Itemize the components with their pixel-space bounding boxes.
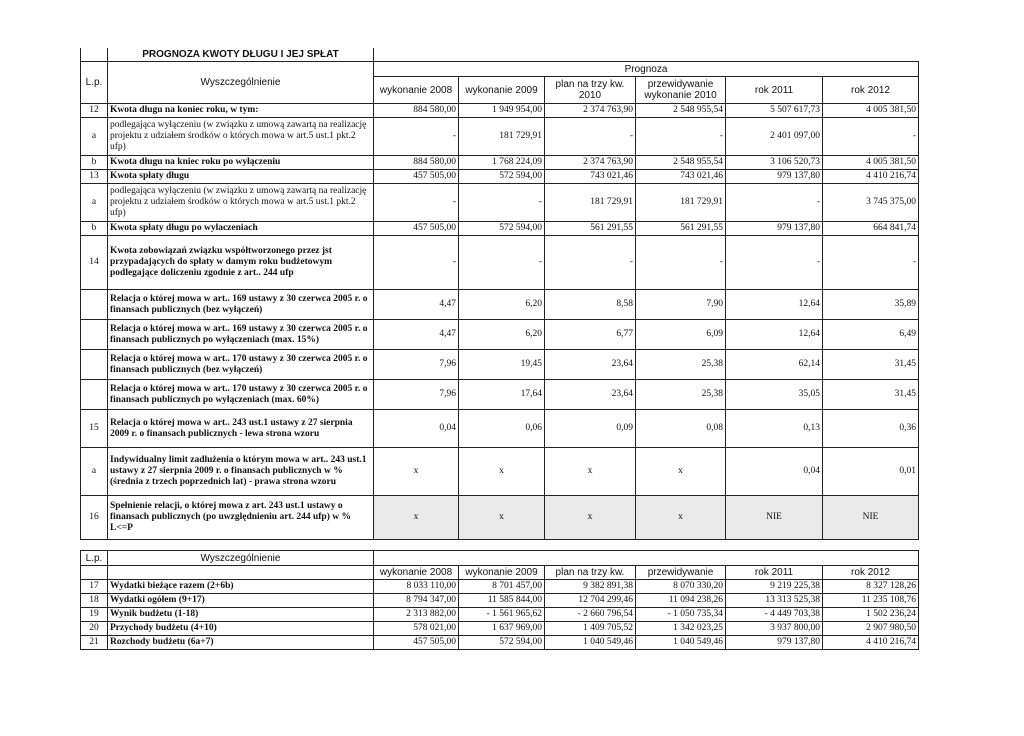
value-cell: 0,36 [823, 410, 919, 448]
value-cell: 31,45 [823, 350, 919, 380]
value-cell: 664 841,74 [823, 222, 919, 236]
row-description: podlegająca wyłączeniu (w związku z umową zawartą na realizację projektu z udziałem środków o których mowa w art.5 ust.1 pkt.2 ufp) [108, 118, 374, 156]
value-cell: 6,77 [545, 320, 636, 350]
budget-table [80, 550, 919, 650]
value-cell: 181 729,91 [459, 118, 545, 156]
row-number: 17 [81, 580, 108, 594]
table-row [81, 380, 919, 410]
column-header: przewidywanie wykonanie 2010 [636, 77, 726, 104]
row-number [81, 350, 108, 380]
value-cell: 7,96 [374, 380, 459, 410]
value-cell: x [374, 448, 459, 496]
row-description: Relacja o której mowa w art.. 169 ustawy z 30 czerwca 2005 r. o finansach publicznych po wyłączeniach (max. 15%) [108, 320, 374, 350]
value-cell: 979 137,80 [726, 636, 823, 650]
column-header: plan na trzy kw. [545, 566, 636, 580]
row-description: Przychody budżetu (4+10) [108, 622, 374, 636]
row-description: podlegająca wyłączeniu (w związku z umową zawartą na realizację projektu z udziałem środków o których mowa w art.5 ust.1 pkt.2 ufp) [108, 184, 374, 222]
value-cell: - [636, 236, 726, 290]
value-cell: 2 548 955,54 [636, 156, 726, 170]
row-description: Kwota długu na koniec roku, w tym: [108, 104, 374, 118]
debt-forecast-table [80, 48, 919, 540]
value-cell: 572 594,00 [459, 170, 545, 184]
value-cell: 572 594,00 [459, 222, 545, 236]
value-cell: 0,04 [374, 410, 459, 448]
value-cell: x [545, 448, 636, 496]
column-header: plan na trzy kw. 2010 [545, 77, 636, 104]
value-cell: - [459, 236, 545, 290]
column-header: rok 2011 [726, 77, 823, 104]
value-cell: - 1 561 965,62 [459, 608, 545, 622]
value-cell: 457 505,00 [374, 222, 459, 236]
value-cell: 884 580,00 [374, 156, 459, 170]
row-number [81, 380, 108, 410]
value-cell: 979 137,80 [726, 170, 823, 184]
description-header: Wyszczególnienie [108, 62, 374, 104]
column-header: wykonanie 2009 [459, 77, 545, 104]
table-row [81, 496, 919, 540]
value-cell: 1 768 224,09 [459, 156, 545, 170]
value-cell: - [374, 236, 459, 290]
value-cell: - [545, 118, 636, 156]
value-cell: 11 585 844,00 [459, 594, 545, 608]
row-number: 14 [81, 236, 108, 290]
row-description: Kwota spłaty długu po wylaczeniach [108, 222, 374, 236]
value-cell: 19,45 [459, 350, 545, 380]
blank-cell [374, 48, 919, 62]
value-cell: 23,64 [545, 380, 636, 410]
column-header: wykonanie 2008 [374, 566, 459, 580]
table-row [81, 156, 919, 170]
table-row [81, 236, 919, 290]
value-cell: 743 021,46 [636, 170, 726, 184]
value-cell: 0,04 [726, 448, 823, 496]
table-row [81, 184, 919, 222]
value-cell: - [823, 118, 919, 156]
value-cell: 3 937 800,00 [726, 622, 823, 636]
column-header: wykonanie 2009 [459, 566, 545, 580]
value-cell: 4 410 216,74 [823, 170, 919, 184]
row-description: Indywidualny limit zadlużenia o którym mowa w art.. 243 ust.1 ustawy z 27 sierpnia 2009 r. o finansach publicznych w % (średnia z trzech poprzednich lat) - prawa strona wzoru [108, 448, 374, 496]
value-cell: 0,13 [726, 410, 823, 448]
value-cell: 6,20 [459, 320, 545, 350]
value-cell: 2 374 763,90 [545, 104, 636, 118]
value-cell: 8 033 110,00 [374, 580, 459, 594]
value-cell: 8 701 457,00 [459, 580, 545, 594]
row-number: b [81, 156, 108, 170]
value-cell: 5 507 617,73 [726, 104, 823, 118]
row-number: a [81, 448, 108, 496]
description-header: Wyszczególnienie [108, 551, 374, 566]
value-cell: 62,14 [726, 350, 823, 380]
row-number: 15 [81, 410, 108, 448]
value-cell: 6,49 [823, 320, 919, 350]
value-cell: 0,09 [545, 410, 636, 448]
value-cell: 1 949 954,00 [459, 104, 545, 118]
value-cell: 457 505,00 [374, 636, 459, 650]
value-cell: 6,20 [459, 290, 545, 320]
value-cell: 181 729,91 [545, 184, 636, 222]
value-cell: - 4 449 703,38 [726, 608, 823, 622]
value-cell: 8 794 347,00 [374, 594, 459, 608]
value-cell: 35,05 [726, 380, 823, 410]
value-cell: 1 502 236,24 [823, 608, 919, 622]
row-number: a [81, 184, 108, 222]
value-cell: NIE [726, 496, 823, 540]
page-title: PROGNOZA KWOTY DŁUGU I JEJ SPŁAT [108, 48, 374, 62]
value-cell: 1 040 549,46 [545, 636, 636, 650]
value-cell: NIE [823, 496, 919, 540]
value-cell: - 2 660 796,54 [545, 608, 636, 622]
table-row [81, 118, 919, 156]
value-cell: 4 005 381,50 [823, 104, 919, 118]
row-number: 18 [81, 594, 108, 608]
value-cell: 572 594,00 [459, 636, 545, 650]
value-cell: 4 410 216,74 [823, 636, 919, 650]
value-cell: 6,09 [636, 320, 726, 350]
table-row [81, 222, 919, 236]
table-row [81, 170, 919, 184]
document-sheet [80, 48, 918, 650]
value-cell: 1 040 549,46 [636, 636, 726, 650]
column-header: rok 2011 [726, 566, 823, 580]
value-cell: 35,89 [823, 290, 919, 320]
table-row [81, 622, 919, 636]
row-number [81, 320, 108, 350]
value-cell: 11 094 238,26 [636, 594, 726, 608]
row-description: Wynik budżetu (1-18) [108, 608, 374, 622]
blank-cell [374, 551, 919, 566]
value-cell: 9 382 891,38 [545, 580, 636, 594]
value-cell: 7,96 [374, 350, 459, 380]
value-cell: - [636, 118, 726, 156]
value-cell: 1 637 969,00 [459, 622, 545, 636]
value-cell: 561 291,55 [636, 222, 726, 236]
value-cell: - [459, 184, 545, 222]
row-number: 16 [81, 496, 108, 540]
column-header: rok 2012 [823, 77, 919, 104]
value-cell: 1 409 705,52 [545, 622, 636, 636]
value-cell: - [823, 236, 919, 290]
table-row [81, 594, 919, 608]
value-cell: 13 313 525,38 [726, 594, 823, 608]
row-number: 13 [81, 170, 108, 184]
value-cell: 2 548 955,54 [636, 104, 726, 118]
value-cell: 25,38 [636, 350, 726, 380]
table-row [81, 608, 919, 622]
value-cell: 9 219 225,38 [726, 580, 823, 594]
value-cell: 743 021,46 [545, 170, 636, 184]
row-number: a [81, 118, 108, 156]
column-header: rok 2012 [823, 566, 919, 580]
table-row [81, 290, 919, 320]
value-cell: 4,47 [374, 290, 459, 320]
value-cell: 8 327 128,26 [823, 580, 919, 594]
lp-header: L.p. [81, 62, 108, 104]
table-row [81, 580, 919, 594]
row-number: b [81, 222, 108, 236]
row-description: Relacja o której mowa w art.. 243 ust.1 ustawy z 27 sierpnia 2009 r. o finansach publicznych - lewa strona wzoru [108, 410, 374, 448]
value-cell: 457 505,00 [374, 170, 459, 184]
table-row [81, 636, 919, 650]
value-cell: 884 580,00 [374, 104, 459, 118]
value-cell: 2 374 763,90 [545, 156, 636, 170]
table-row [81, 350, 919, 380]
value-cell: 25,38 [636, 380, 726, 410]
value-cell: 17,64 [459, 380, 545, 410]
blank-cell [81, 566, 108, 580]
value-cell: 3 106 520,73 [726, 156, 823, 170]
value-cell: - [726, 184, 823, 222]
value-cell: x [459, 496, 545, 540]
row-description: Spełnienie relacji, o której mowa z art. 243 ust.1 ustawy o finansach publicznych (po uwzględnieniu art. 244 ufp) w % L<=P [108, 496, 374, 540]
row-description: Kwota spłaty długu [108, 170, 374, 184]
row-number [81, 290, 108, 320]
value-cell: 8,58 [545, 290, 636, 320]
table-row [81, 448, 919, 496]
row-description: Wydatki ogółem (9+17) [108, 594, 374, 608]
value-cell: 2 313 882,00 [374, 608, 459, 622]
row-number: 20 [81, 622, 108, 636]
value-cell: 12 704 299,46 [545, 594, 636, 608]
row-description: Relacja o której mowa w art.. 170 ustawy z 30 czerwca 2005 r. o finansach publicznych po wyłączeniach (max. 60%) [108, 380, 374, 410]
row-description: Rozchody budżetu (6a+7) [108, 636, 374, 650]
row-number: 12 [81, 104, 108, 118]
value-cell: 7,90 [636, 290, 726, 320]
lp-header: L.p. [81, 551, 108, 566]
value-cell: 578 021,00 [374, 622, 459, 636]
forecast-header: Prognoza [374, 62, 919, 77]
value-cell: 561 291,55 [545, 222, 636, 236]
row-description: Kwota zobowiązań związku współtworzonego przez jst przypadających do spłaty w damym roku budżetowym podlegające doliczeniu zgodnie z art.. 244 ufp [108, 236, 374, 290]
value-cell: x [374, 496, 459, 540]
value-cell: 12,64 [726, 290, 823, 320]
value-cell: x [636, 496, 726, 540]
value-cell: 1 342 023,25 [636, 622, 726, 636]
value-cell: 23,64 [545, 350, 636, 380]
row-description: Relacja o której mowa w art.. 170 ustawy z 30 czerwca 2005 r. o finansach publicznych (bez wyłączeń) [108, 350, 374, 380]
row-number: 19 [81, 608, 108, 622]
value-cell: - [374, 184, 459, 222]
blank-cell [108, 566, 374, 580]
value-cell: x [545, 496, 636, 540]
row-number: 21 [81, 636, 108, 650]
row-description: Kwota długu na kniec roku po wyłączeniu [108, 156, 374, 170]
value-cell: x [459, 448, 545, 496]
value-cell: 4,47 [374, 320, 459, 350]
column-header: przewidywanie [636, 566, 726, 580]
value-cell: - 1 050 735,34 [636, 608, 726, 622]
value-cell: 2 907 980,50 [823, 622, 919, 636]
table-row [81, 320, 919, 350]
value-cell: 3 745 375,00 [823, 184, 919, 222]
row-description: Wydatki bieżące razem (2+6b) [108, 580, 374, 594]
row-description: Relacja o której mowa w art.. 169 ustawy z 30 czerwca 2005 r. o finansach publicznych (bez wyłączeń) [108, 290, 374, 320]
value-cell: - [545, 236, 636, 290]
value-cell: 181 729,91 [636, 184, 726, 222]
value-cell: - [374, 118, 459, 156]
table-row [81, 104, 919, 118]
value-cell: 11 235 108,76 [823, 594, 919, 608]
value-cell: 4 005 381,50 [823, 156, 919, 170]
column-header: wykonanie 2008 [374, 77, 459, 104]
value-cell: 0,08 [636, 410, 726, 448]
value-cell: 31,45 [823, 380, 919, 410]
value-cell: 8 070 330,20 [636, 580, 726, 594]
value-cell: - [726, 236, 823, 290]
value-cell: 0,01 [823, 448, 919, 496]
value-cell: 979 137,80 [726, 222, 823, 236]
blank-cell [81, 48, 108, 62]
value-cell: x [636, 448, 726, 496]
value-cell: 0,06 [459, 410, 545, 448]
value-cell: 12,64 [726, 320, 823, 350]
table-row [81, 410, 919, 448]
value-cell: 2 401 097,00 [726, 118, 823, 156]
